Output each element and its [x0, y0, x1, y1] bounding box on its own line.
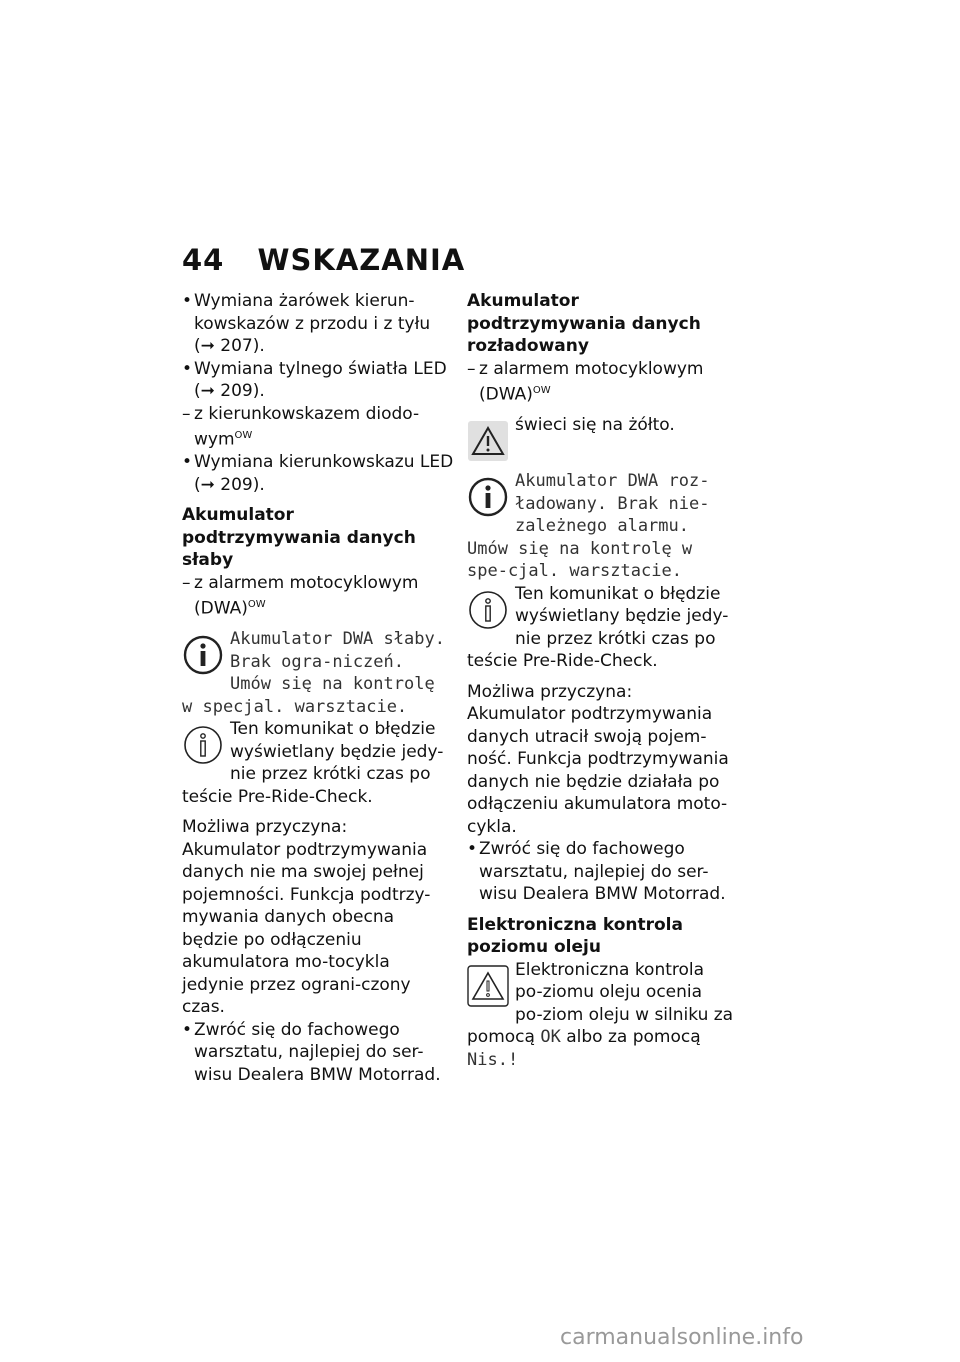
list-item — [182, 451, 454, 496]
display-value-nis: Nis.! — [467, 1049, 519, 1070]
list-item: • Zwróć się do fachowego warsztatu, najlepiej do ser-wisu Dealera BMW Motorrad. — [182, 1019, 454, 1087]
cause-text: Akumulator podtrzymywania danych utracił swoją pojem-ność. Funkcja podtrzymywania danych nie będzie działała po odłączeniu akumulatora moto-cykla. — [467, 704, 729, 837]
info-icon — [182, 724, 224, 766]
right-column — [467, 290, 735, 1071]
display-text: Akumulator DWA roz-ładowany. Brak nie-zależnego alarmu. Umów się na kontrolę w spe-cjal. warsztacie. — [467, 471, 710, 582]
cause-label: Możliwa przyczyna: — [182, 817, 348, 838]
section-heading: Elektroniczna kontrola poziomu oleju — [467, 914, 683, 958]
warning-note: Elektroniczna kontrola po-ziomu oleju ocenia po-ziom oleju w silniku za pomocą OK albo za pomocą Nis.! — [467, 959, 734, 1070]
page-reference[interactable]: (➞ 207). — [194, 336, 265, 356]
list-item: – z alarmem motocyklowym (DWA)$^{OW}$ — [182, 572, 454, 621]
info-note: Ten komunikat o błędzie wyświetlany będzie jedy-nie przez krótki czas po teście Pre-Ride-Check. — [467, 583, 729, 672]
info-icon — [182, 634, 224, 676]
display-text: Akumulator DWA słaby. Brak ogra-niczeń. Umów się na kontrolę w specjal. warsztacie. — [182, 629, 445, 717]
list-item: • Wymiana tylnego światła LED (➞ 209). — [182, 358, 454, 403]
page-header — [182, 243, 465, 277]
list-item: – z kierunkowskazem diodo-wym$^{OW}$ — [182, 403, 454, 452]
page-reference[interactable]: (➞ 209). — [194, 381, 265, 401]
info-icon — [467, 476, 509, 518]
cause-text: Akumulator podtrzymywania danych nie ma swojej pełnej pojemności. Funkcja podtrzy-mywania danych obecna będzie po odłączeniu akumulatora mo-tocykla jedynie przez ograni-czony czas. — [182, 839, 431, 1018]
display-value-ok: OK — [540, 1027, 561, 1048]
warning-note: świeci się na żółto. — [467, 414, 735, 462]
list-item: – z alarmem motocyklowym (DWA)$^{OW}$ — [467, 358, 735, 407]
list-item: • Zwróć się do fachowego warsztatu, najlepiej do ser-wisu Dealera BMW Motorrad. — [467, 838, 735, 906]
info-note: Ten komunikat o błędzie wyświetlany będzie jedy-nie przez krótki czas po teście Pre-Ride-Check. — [182, 719, 444, 807]
watermark: carmanualsonline.info — [560, 1325, 804, 1350]
section-heading: Akumulator podtrzymywania danych rozładowany — [467, 291, 701, 356]
display-message — [182, 628, 454, 718]
info-icon — [467, 589, 509, 631]
list-item: • Wymiana żarówek kierun-kowskazów z przodu i z tyłu (➞ 207). — [182, 290, 454, 358]
page-title: WSKAZANIA — [257, 243, 466, 277]
page-number: 44 — [182, 243, 225, 277]
warning-icon — [467, 420, 509, 462]
warning-icon — [467, 965, 509, 1007]
page-reference[interactable]: Wymiana kierunkowskazu LED (➞ 209). — [194, 452, 454, 495]
left-column — [182, 290, 454, 1086]
section-heading: Akumulator podtrzymywania danych słaby — [182, 505, 416, 571]
cause-label: Możliwa przyczyna: — [467, 681, 633, 702]
display-message — [467, 470, 735, 583]
